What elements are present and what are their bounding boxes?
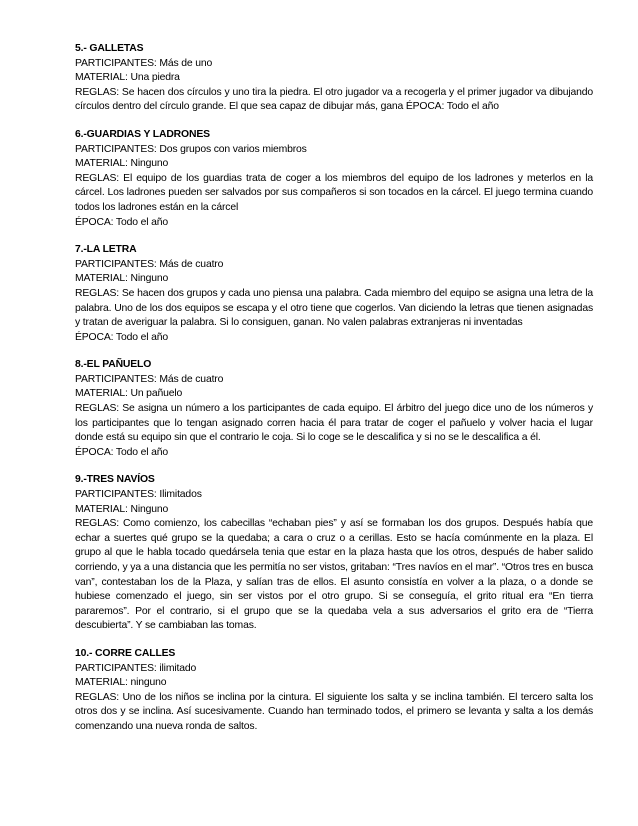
document-content bbox=[75, 42, 593, 748]
section-title: 10.- CORRE CALLES bbox=[75, 647, 176, 659]
participants-line: PARTICIPANTES: ilimitado bbox=[75, 662, 197, 674]
rules-paragraph: REGLAS: Se hacen dos círculos y uno tira la piedra. El otro jugador va a recogerla y el primer jugador va dibujando círculos dentro del círculo grande. El que sea capaz de dibujar más, gana ÉPOCA: Todo el año bbox=[75, 86, 593, 113]
game-section-tres-navios bbox=[75, 473, 593, 634]
rules-paragraph: REGLAS: El equipo de los guardias trata de coger a los miembros del equipo de los ladrones y meterlos en la cárcel. Los ladrones pueden ser salvados por sus compañeros si son tocados en la cárcel. El juego termina cuando todos los ladrones están en la cárcel bbox=[75, 172, 593, 213]
section-title: 5.- GALLETAS bbox=[75, 43, 144, 54]
game-section-galletas bbox=[75, 42, 593, 115]
section-title: 7.-LA LETRA bbox=[75, 244, 137, 256]
participants-line: PARTICIPANTES: Más de cuatro bbox=[75, 373, 224, 385]
material-line: MATERIAL: Ninguno bbox=[75, 273, 169, 285]
material-line: MATERIAL: Un pañuelo bbox=[75, 388, 183, 400]
game-section-corre-calles bbox=[75, 647, 593, 735]
rules-paragraph: REGLAS: Se asigna un número a los participantes de cada equipo. El árbitro del juego dice uno de los números y los participantes que lo tengan asignado corren hacia él para tratar de coger el pañuelo y volver hacia el lugar donde está su equipo sin que el contrario le coja. Si lo coge se le descalifica y si no se le descalifica a él. bbox=[75, 403, 593, 444]
participants-line: PARTICIPANTES: Más de uno bbox=[75, 57, 213, 69]
participants-line: PARTICIPANTES: Dos grupos con varios miembros bbox=[75, 143, 307, 155]
participants-line: PARTICIPANTES: Ilimitados bbox=[75, 489, 202, 501]
rules-paragraph: REGLAS: Se hacen dos grupos y cada uno piensa una palabra. Cada miembro del equipo se asigna una letra de la palabra. Uno de los dos equipos se escapa y el otro tiene que cogerlos. Van diciendo la letras que tienen asignadas y tratan de averiguar la palabra. Si lo consiguen, ganan. No valen palabras extranjeras ni inventadas bbox=[75, 287, 593, 329]
season-line: ÉPOCA: Todo el año bbox=[75, 216, 168, 228]
material-line: MATERIAL: Ninguno bbox=[75, 158, 169, 170]
season-line: ÉPOCA: Todo el año bbox=[75, 331, 168, 343]
rules-paragraph: REGLAS: Uno de los niños se inclina por la cintura. El siguiente los salta y se inclina también. El tercero salta los otros dos y se inclina. Así sucesivamente. Cuando han terminado todos, el primero se levanta y salta a los demás comenzando una nueva ronda de saltos. bbox=[75, 691, 593, 732]
season-line: ÉPOCA: Todo el año bbox=[75, 446, 168, 458]
game-section-el-panuelo bbox=[75, 358, 593, 460]
game-section-la-letra bbox=[75, 243, 593, 345]
section-title: 8.-EL PAÑUELO bbox=[75, 359, 152, 371]
game-section-guardias-y-ladrones bbox=[75, 128, 593, 230]
section-title: 9.-TRES NAVÍOS bbox=[75, 474, 155, 486]
material-line: MATERIAL: ninguno bbox=[75, 677, 167, 689]
section-title: 6.-GUARDIAS Y LADRONES bbox=[75, 128, 210, 140]
material-line: MATERIAL: Ninguno bbox=[75, 503, 169, 515]
material-line: MATERIAL: Una piedra bbox=[75, 72, 180, 84]
participants-line: PARTICIPANTES: Más de cuatro bbox=[75, 258, 224, 270]
rules-paragraph: REGLAS: Como comienzo, los cabecillas “echaban pies” y así se formaban los dos grupos. Después había que echar a suertes qué grupo se la quedaba; a cara o cruz o a cerillas. Esto se hacía comúnmente en la plaza. El grupo al que le habla tocado quedársela tenia que estar en la plaza hasta que los otros, después de haber salido corriendo, y ya a una distancia que les permitía no ser vistos, gritaban: “Tres navíos en el mar”. “Otros tres en busca van”, contestaban los de la Plaza, y salían tras de ellos. El asunto consistía en volver a la plaza, o a donde se hubiese comenzado el juego, sin ser vistos por el otro grupo. Si se conseguía, el grito ritual era “En tierra pararemos”. Por el contrario, si el grupo que se la quedaba vela a sus adversarios el grito era de “Tierra descubierta”. Y se cambiaban las tomas. bbox=[75, 518, 593, 632]
